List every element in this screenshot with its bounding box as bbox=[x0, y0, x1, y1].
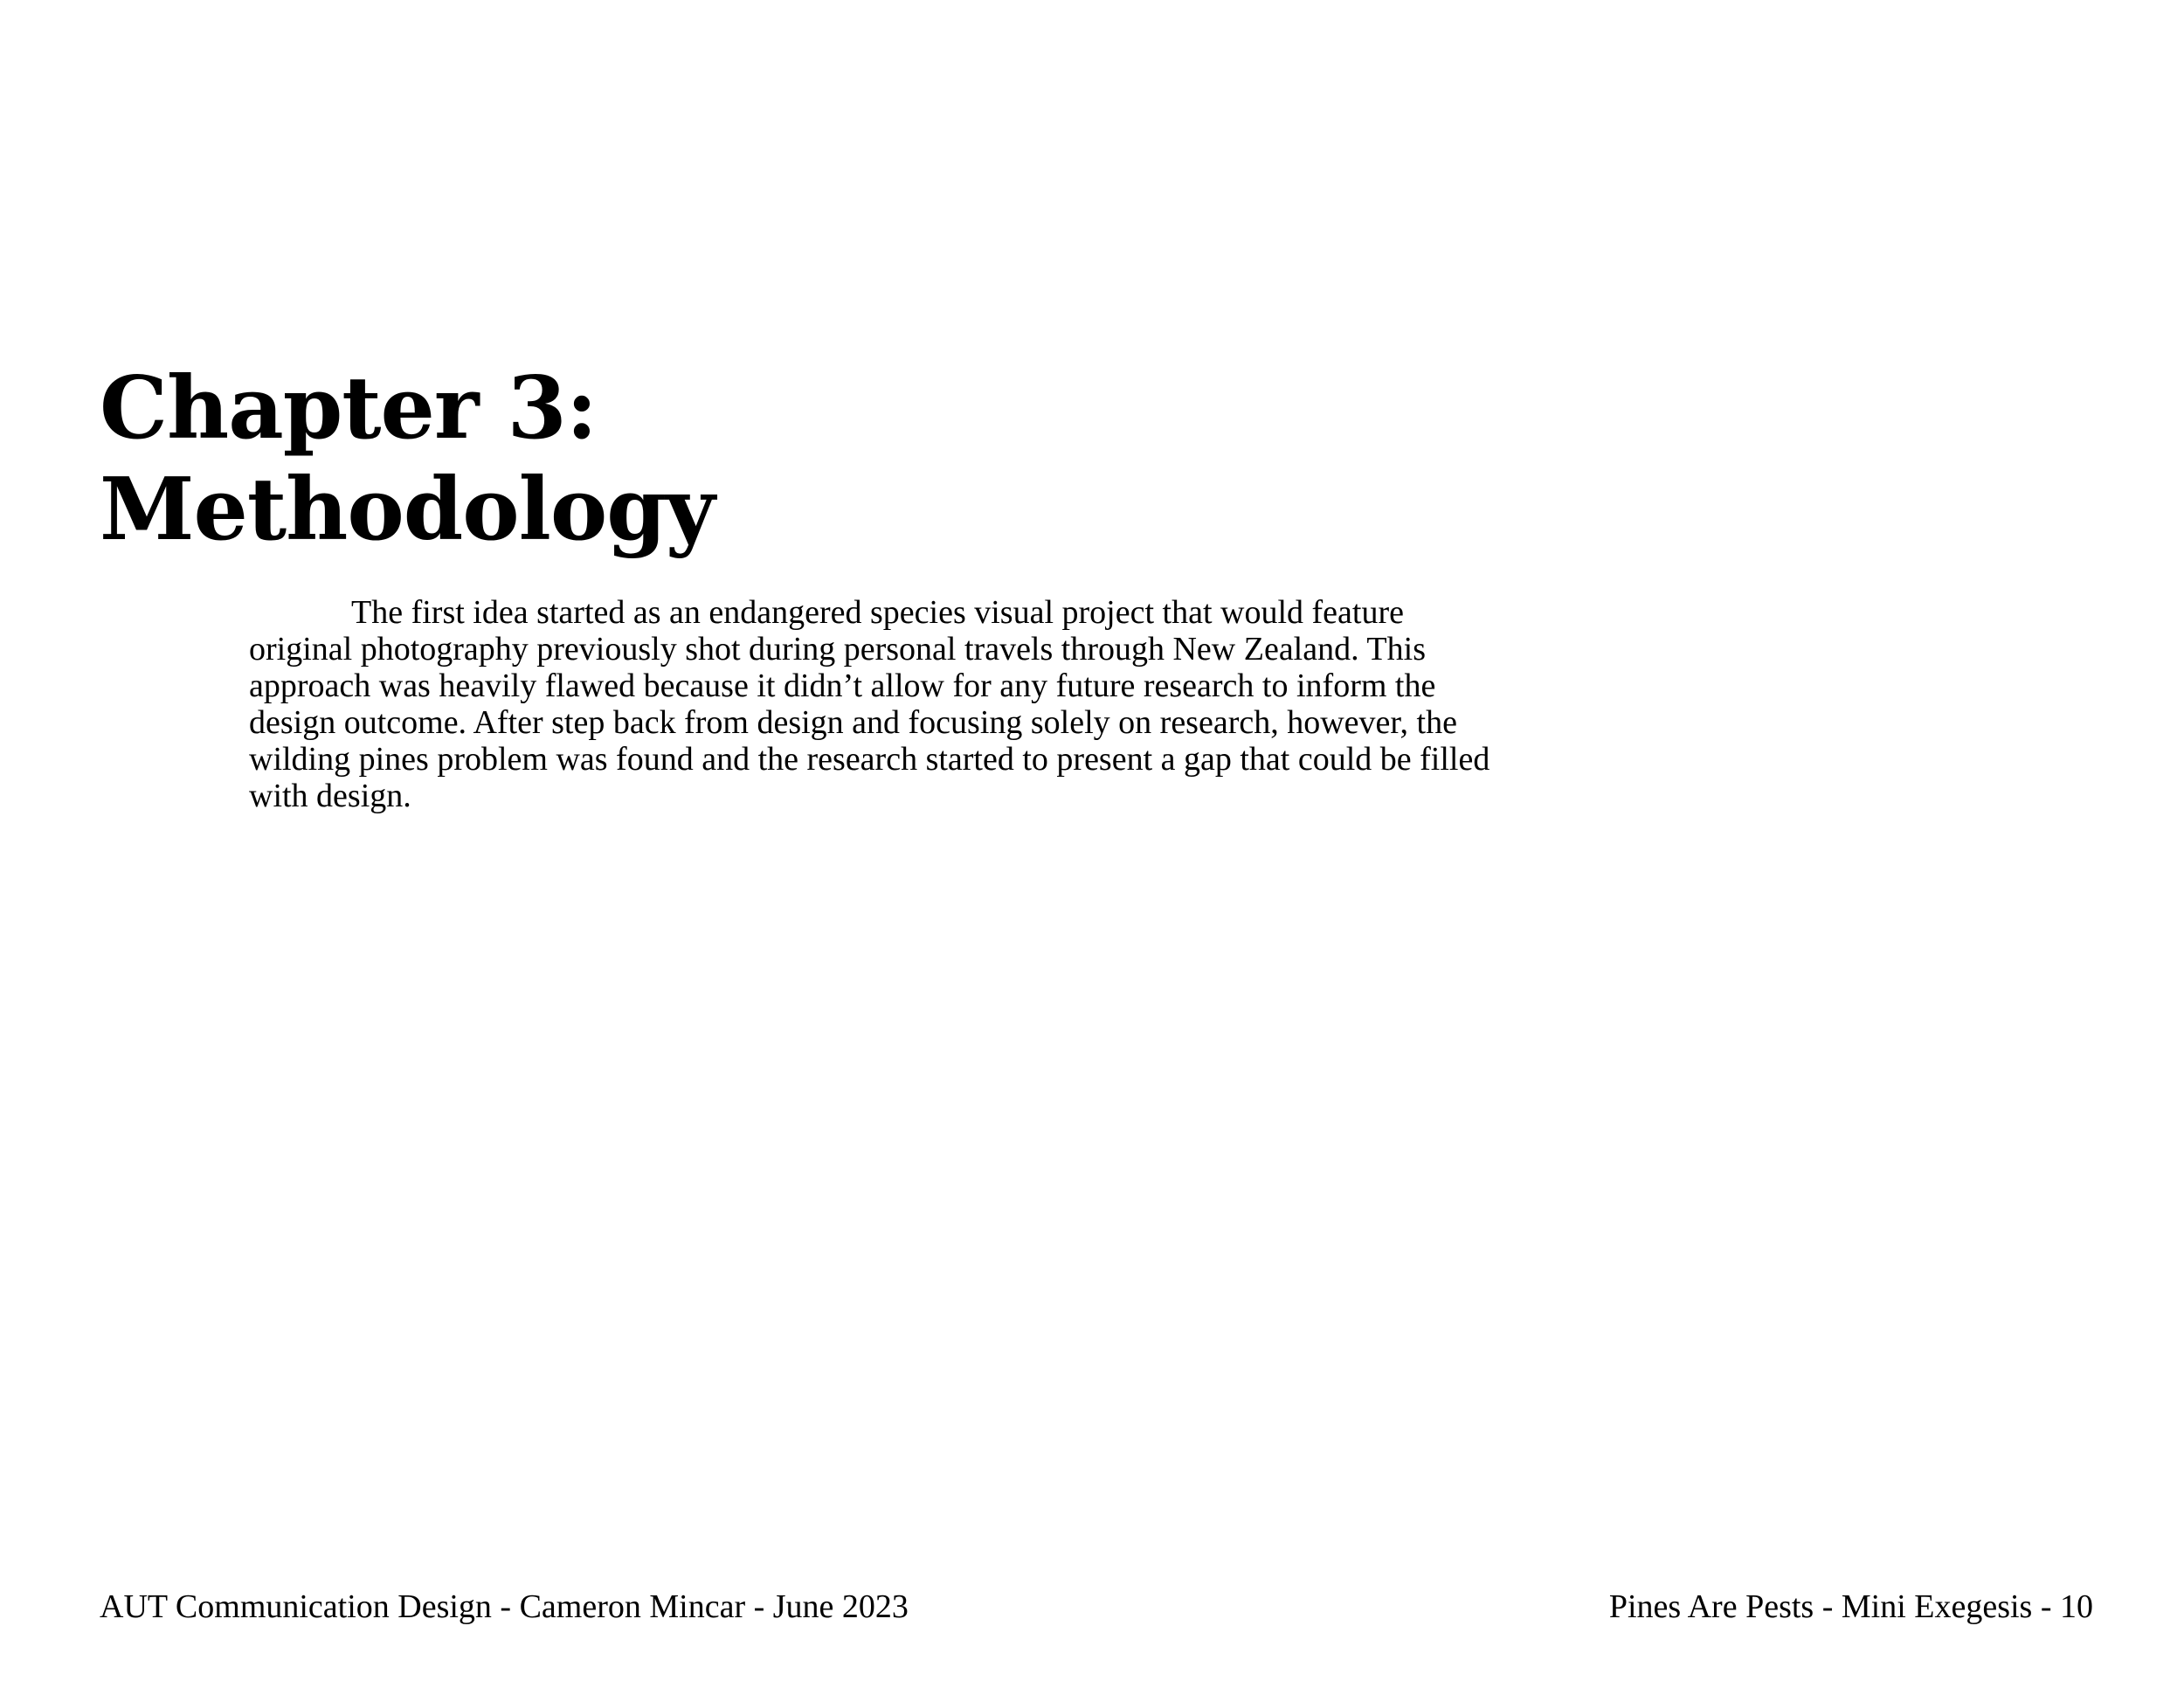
chapter-heading bbox=[100, 358, 715, 561]
body-paragraph: The first idea started as an endangered species visual project that would feature original photography previously shot during personal travels through New Zealand. This approach was heavily flawed because it didn’t allow for any future research to inform the design outcome. After step back from design and focusing solely on research, however, the wilding pines problem was found and the research started to present a gap that could be filled with design. bbox=[249, 594, 1490, 814]
chapter-title: Methodology bbox=[100, 460, 715, 560]
footer-left: AUT Communication Design - Cameron Mincar - June 2023 bbox=[100, 1588, 909, 1625]
chapter-number: Chapter 3: bbox=[100, 358, 598, 459]
footer-right: Pines Are Pests - Mini Exegesis - 10 bbox=[1608, 1588, 2093, 1625]
